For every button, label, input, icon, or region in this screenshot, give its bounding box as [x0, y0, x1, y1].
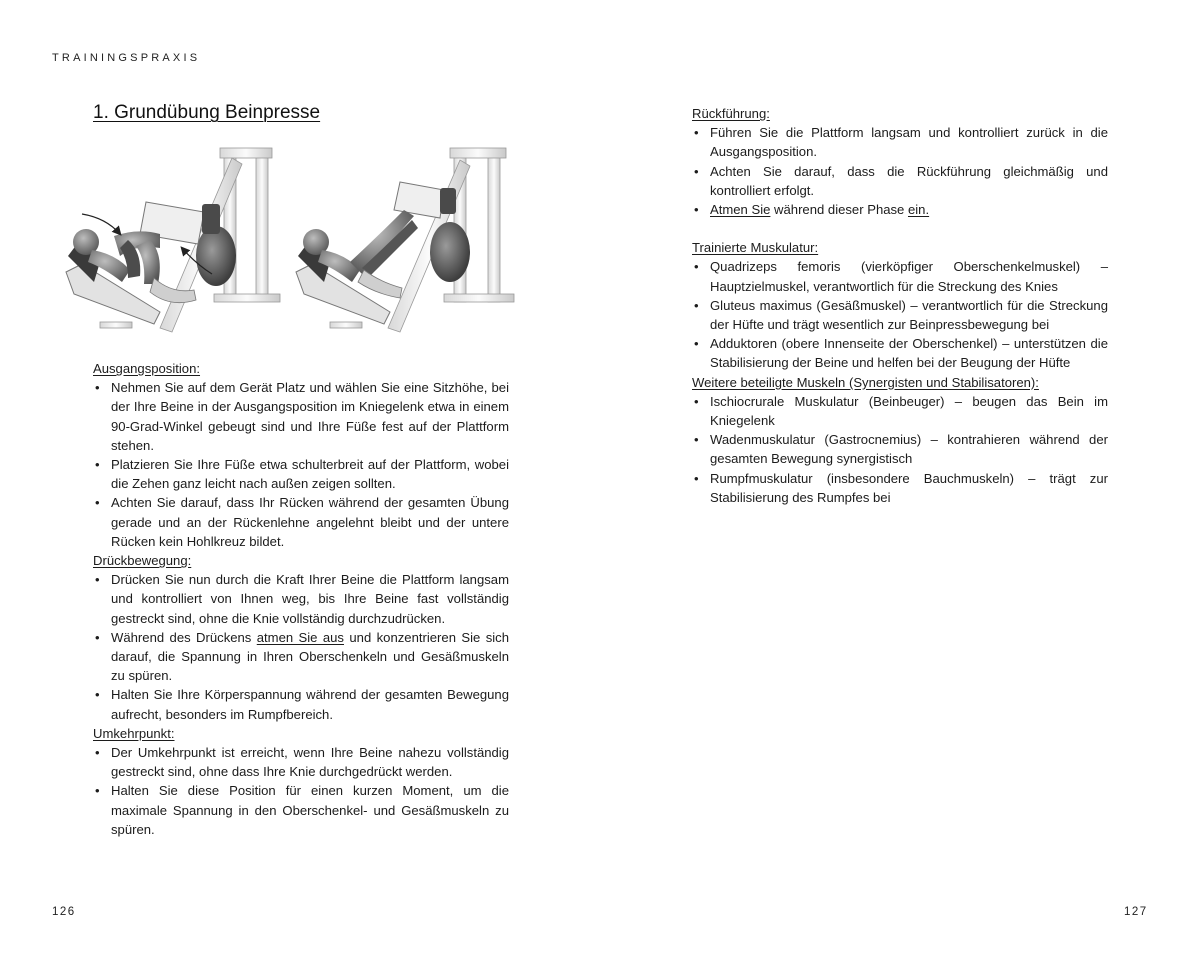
list-item: • Führen Sie die Plattform langsam und kontrolliert zurück in die Ausgangsposition.	[692, 123, 1108, 161]
list-item: • Achten Sie darauf, dass Ihr Rücken während der gesamten Übung gerade und an der Rückenlehne angelehnt bleibt und der untere Rücken kein Hohlkreuz bildet.	[93, 493, 509, 551]
list-item: • Quadrizeps femoris (vierköpfiger Oberschenkelmuskel) – Hauptzielmuskel, verantwortlich für die Streckung des Knies	[692, 257, 1108, 295]
heading-umkehrpunkt: Umkehrpunkt:	[93, 725, 175, 741]
right-text-column	[692, 104, 1108, 507]
emphasis-atmen-aus: atmen Sie aus	[256, 629, 344, 645]
list-item: • Halten Sie Ihre Körperspannung während der gesamten Bewegung aufrecht, besonders im Rumpfbereich.	[93, 685, 509, 723]
emphasis-atmen-sie: Atmen Sie	[710, 202, 771, 218]
left-text-column	[93, 359, 509, 839]
list-item: • Platzieren Sie Ihre Füße etwa schulterbreit auf der Plattform, wobei die Zehen ganz leicht nach außen zeigen sollten.	[93, 455, 509, 493]
list-item: • Wadenmuskulatur (Gastrocnemius) – kontrahieren während der gesamten Bewegung synergistisch	[692, 430, 1108, 468]
list-item	[93, 628, 509, 686]
list-item: • Gluteus maximus (Gesäßmuskel) – verantwortlich für die Streckung der Hüfte und trägt wesentlich zur Beinpressbewegung bei	[692, 296, 1108, 334]
page-number-right: 127	[1124, 906, 1148, 918]
list-item: • Drücken Sie nun durch die Kraft Ihrer Beine die Plattform langsam und kontrolliert von Ihnen weg, bis Ihre Beine fast vollständig gestreckt sind, ohne die Knie vollständig durchzudrücken.	[93, 570, 509, 628]
heading-ausgangsposition: Ausgangsposition:	[93, 361, 201, 376]
list-item: • Halten Sie diese Position für einen kurzen Moment, um die maximale Spannung in den Oberschenkel- und Gesäßmuskeln zu spüren.	[93, 781, 509, 839]
running-head: TRAININGSPRAXIS	[52, 52, 201, 64]
heading-rueckfuehrung: Rückführung:	[692, 106, 770, 121]
list-ausgangsposition	[93, 378, 509, 551]
leg-press-start-position	[66, 148, 280, 332]
list-rueckfuehrung	[692, 123, 1108, 219]
list-item	[692, 200, 1108, 219]
section-spacer	[692, 219, 1108, 238]
heading-trainierte-muskulatur: Trainierte Muskulatur:	[692, 240, 819, 256]
list-item: • Rumpfmuskulatur (insbesondere Bauchmuskeln) – trägt zur Stabilisierung des Rumpfes bei	[692, 469, 1108, 507]
item-text: während dieser Phase	[770, 202, 908, 218]
page-title: 1. Grundübung Beinpresse	[93, 102, 321, 123]
list-drueckbewegung	[93, 570, 509, 724]
item-text: und konzentrieren Sie sich darauf, die Spannung in Ihren Oberschenkeln und Gesäßmuskeln zu spüren.	[111, 629, 509, 684]
list-umkehrpunkt	[93, 743, 509, 839]
list-item: • Adduktoren (obere Innenseite der Oberschenkel) – unterstützen die Stabilisierung der Beine und helfen bei der Beugung der Hüfte	[692, 334, 1108, 372]
list-item: • Nehmen Sie auf dem Gerät Platz und wählen Sie eine Sitzhöhe, bei der Ihre Beine in der Ausgangsposition im Kniegelenk etwa in einem 90-Grad-Winkel gebeugt sind und Ihre Füße fest auf der Plattform stehen.	[93, 378, 509, 455]
list-trainierte-muskulatur	[692, 257, 1108, 372]
list-item: • Ischiocrurale Muskulatur (Beinbeuger) – beugen das Bein im Kniegelenk	[692, 392, 1108, 430]
heading-drueckbewegung: Drückbewegung:	[93, 553, 192, 569]
leg-press-extended-position	[296, 148, 514, 332]
heading-weitere-muskeln: Weitere beteiligte Muskeln (Synergisten und Stabilisatoren):	[692, 374, 1039, 390]
leg-press-illustration	[64, 144, 524, 340]
list-weitere-muskeln	[692, 392, 1108, 507]
list-item: • Achten Sie darauf, dass die Rückführung gleichmäßig und kontrolliert erfolgt.	[692, 162, 1108, 200]
item-text: Während des Drückens	[111, 629, 257, 645]
list-item: • Der Umkehrpunkt ist erreicht, wenn Ihre Beine nahezu vollständig gestreckt sind, ohne dass Ihre Knie durchgedrückt werden.	[93, 743, 509, 781]
page-number-left: 126	[52, 906, 76, 918]
emphasis-ein: ein.	[907, 202, 930, 218]
